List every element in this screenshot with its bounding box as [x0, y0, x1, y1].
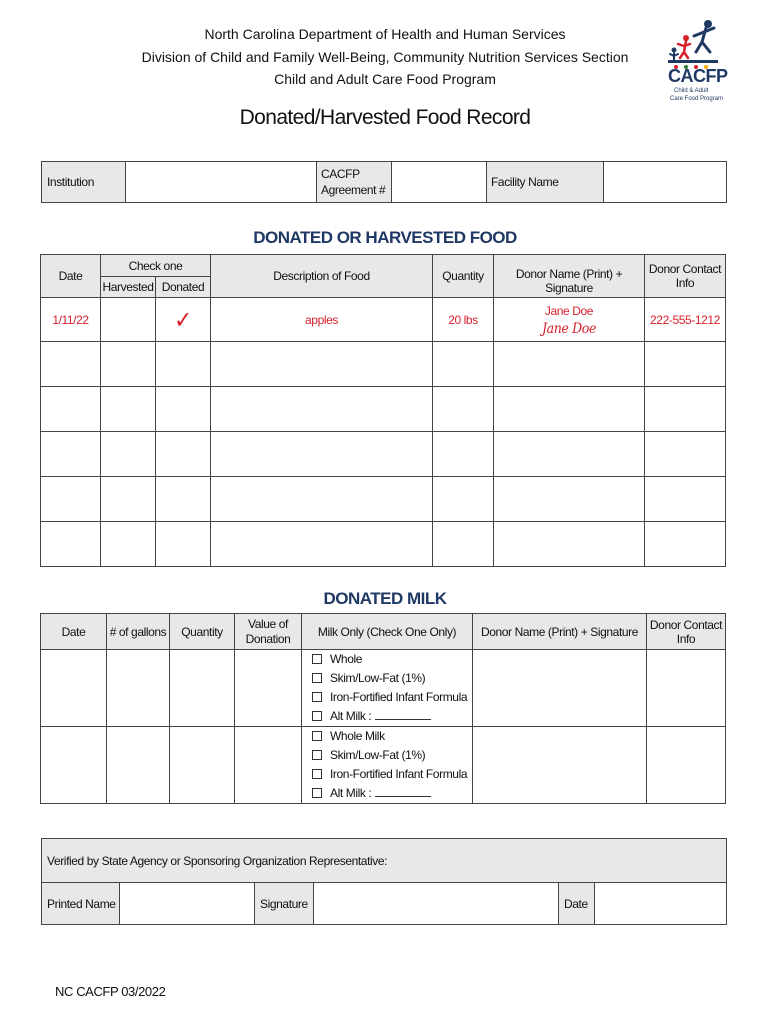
col-donor-name: Donor Name (Print) + Signature [494, 255, 645, 298]
cell-harvested[interactable] [101, 298, 156, 342]
printed-name-field[interactable] [120, 883, 255, 925]
header-line-3: Child and Adult Care Food Program [274, 71, 496, 87]
checkbox-icon[interactable] [312, 731, 322, 741]
form-id: NC CACFP 03/2022 [55, 984, 166, 999]
col-donor-contact: Donor Contact Info [645, 255, 726, 298]
checkbox-icon[interactable] [312, 769, 322, 779]
col-date: Date [41, 255, 101, 298]
page-title: Donated/Harvested Food Record [239, 106, 531, 129]
food-table [40, 254, 726, 567]
cell-donor[interactable] [494, 298, 645, 342]
table-row [41, 387, 726, 432]
verify-heading: Verified by State Agency or Sponsoring Organization Representative: [42, 839, 727, 883]
milk-option-whole[interactable]: Whole [312, 650, 472, 669]
milk-col-gallons: # of gallons [107, 614, 170, 650]
agreement-field[interactable] [392, 162, 487, 203]
cell-description[interactable]: apples [211, 298, 433, 342]
col-check-one: Check one [101, 255, 211, 277]
donor-print-name: Jane Doe [544, 303, 594, 318]
col-quantity: Quantity [433, 255, 494, 298]
milk-col-date: Date [41, 614, 107, 650]
table-row [41, 727, 726, 804]
milk-col-milk-only: Milk Only (Check One Only) [302, 614, 473, 650]
table-row [41, 650, 726, 727]
facility-label: Facility Name [487, 162, 604, 203]
logo-text: CACFP [668, 66, 728, 86]
header-line-2: Division of Child and Family Well-Being, Community Nutrition Services Section [141, 49, 629, 65]
cell-date[interactable]: 1/11/22 [41, 298, 101, 342]
milk-col-quantity: Quantity [170, 614, 235, 650]
milk-section-heading: DONATED MILK [323, 589, 447, 608]
info-table [41, 161, 727, 203]
milk-options-2 [302, 727, 473, 804]
cell-contact[interactable]: 222-555-1212 [645, 298, 726, 342]
milk-option-skim[interactable]: Skim/Low-Fat (1%) [312, 746, 472, 765]
col-description: Description of Food [211, 255, 433, 298]
checkbox-icon[interactable] [312, 692, 322, 702]
institution-label: Institution [42, 162, 126, 203]
col-donated: Donated [156, 277, 211, 298]
milk-table [40, 613, 726, 804]
milk-option-alt[interactable]: Alt Milk : [312, 707, 472, 726]
checkbox-icon[interactable] [312, 673, 322, 683]
header-line-1: North Carolina Department of Health and Human Services [204, 26, 566, 42]
verify-table [41, 838, 727, 925]
table-row [41, 298, 726, 342]
milk-col-donor-contact: Donor Contact Info [647, 614, 726, 650]
alt-milk-blank[interactable] [375, 786, 431, 797]
table-row [41, 477, 726, 522]
milk-col-donor-name: Donor Name (Print) + Signature [473, 614, 647, 650]
checkmark-icon: ✓ [174, 305, 192, 334]
facility-field[interactable] [604, 162, 727, 203]
logo-subtext-1: Child & Adult [674, 88, 709, 94]
milk-option-formula[interactable]: Iron-Fortified Infant Formula [312, 765, 472, 784]
cell-quantity[interactable]: 20 lbs [433, 298, 494, 342]
agreement-label: CACFP Agreement # [317, 162, 392, 203]
logo-subtext-2: Care Food Program [670, 96, 724, 102]
table-row [41, 342, 726, 387]
milk-option-whole[interactable]: Whole Milk [312, 727, 472, 746]
checkbox-icon[interactable] [312, 654, 322, 664]
signature-field[interactable] [314, 883, 559, 925]
milk-option-skim[interactable]: Skim/Low-Fat (1%) [312, 669, 472, 688]
checkbox-icon[interactable] [312, 750, 322, 760]
table-row [41, 522, 726, 567]
date-field[interactable] [595, 883, 727, 925]
milk-options-1 [302, 650, 473, 727]
cell-donated-checkmark[interactable] [156, 298, 211, 342]
milk-option-formula[interactable]: Iron-Fortified Infant Formula [312, 688, 472, 707]
col-harvested: Harvested [101, 277, 156, 298]
donor-signature: Jane Doe [541, 320, 597, 337]
date-label: Date [559, 883, 595, 925]
milk-option-alt[interactable]: Alt Milk : [312, 784, 472, 803]
signature-label: Signature [255, 883, 314, 925]
milk-col-value: Value of Donation [235, 614, 302, 650]
checkbox-icon[interactable] [312, 788, 322, 798]
alt-milk-blank[interactable] [375, 709, 431, 720]
institution-field[interactable] [126, 162, 317, 203]
cacfp-logo [666, 18, 726, 104]
checkbox-icon[interactable] [312, 711, 322, 721]
printed-name-label: Printed Name [42, 883, 120, 925]
table-row [41, 432, 726, 477]
food-section-heading: DONATED OR HARVESTED FOOD [253, 228, 517, 247]
